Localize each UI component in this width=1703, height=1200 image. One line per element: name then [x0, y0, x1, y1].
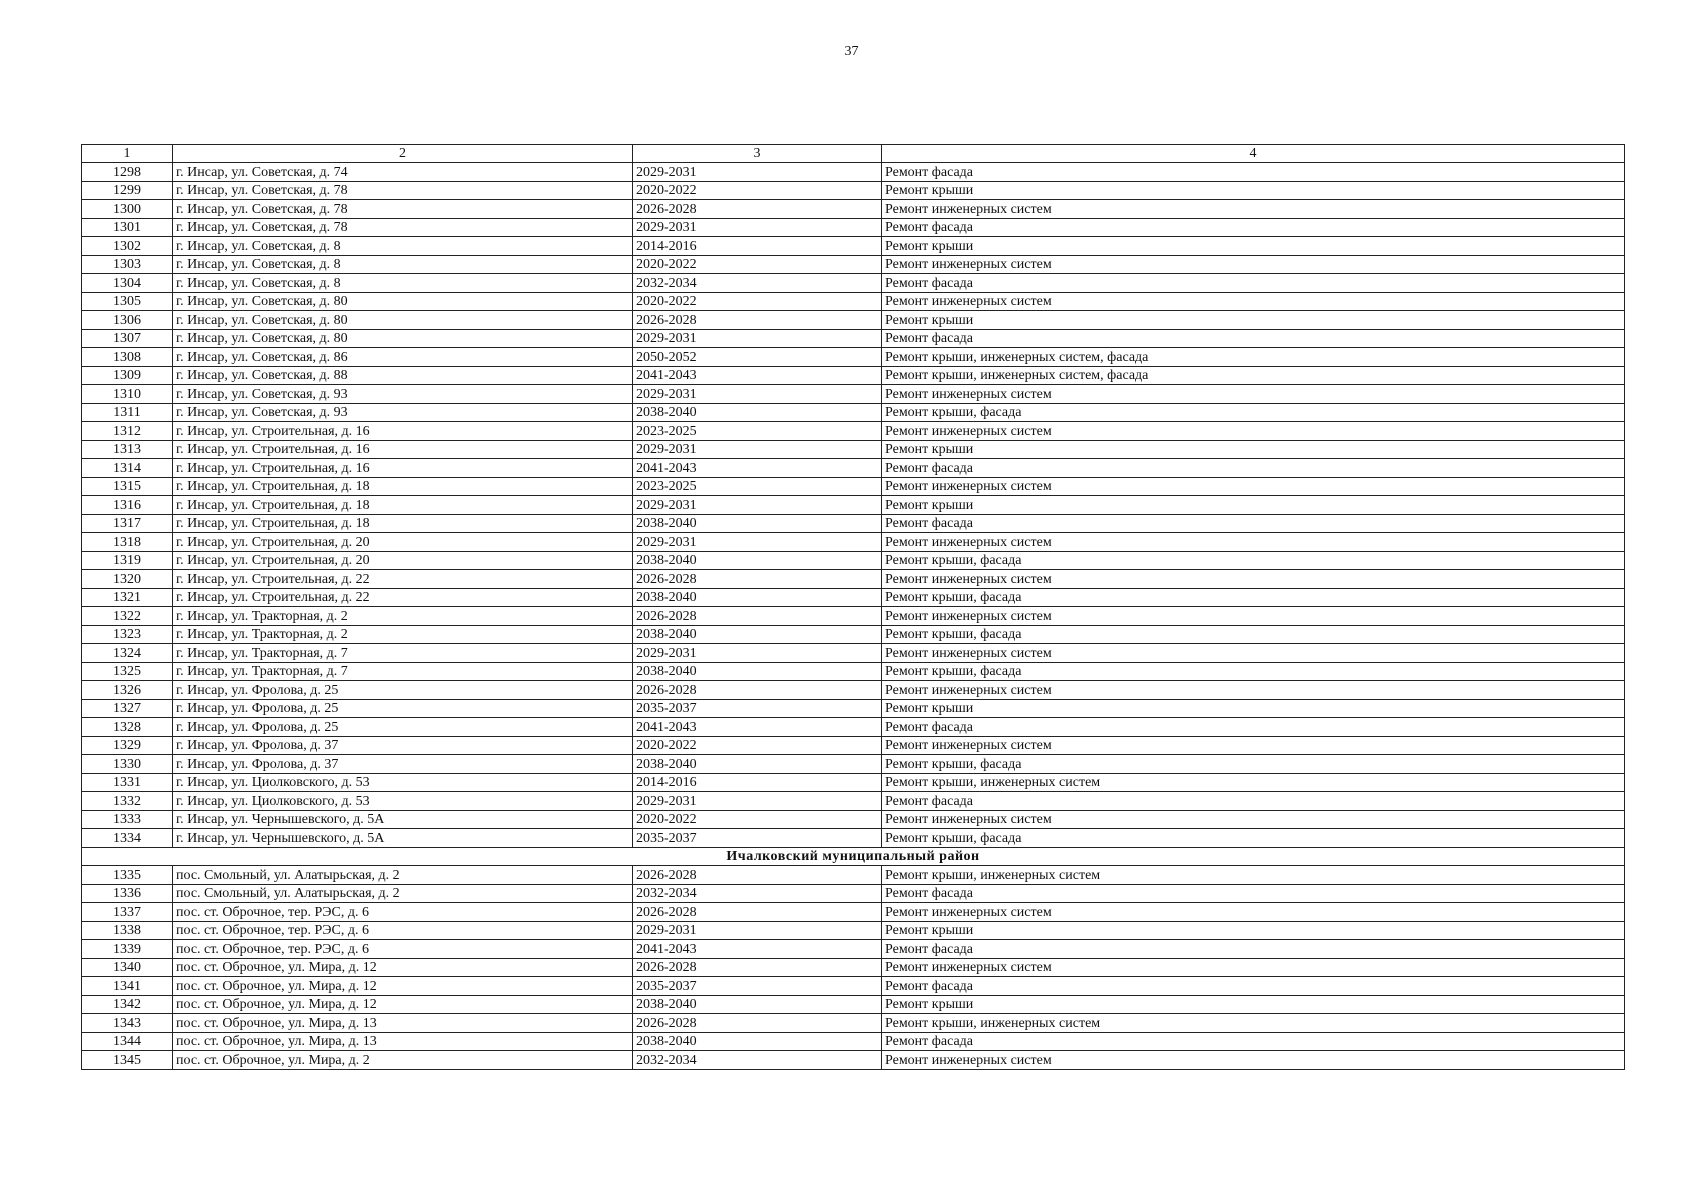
row-number-cell: 1299 — [82, 181, 173, 200]
page-number: 37 — [844, 44, 859, 59]
table-row — [82, 440, 1625, 459]
row-number-cell: 1307 — [82, 329, 173, 348]
table-row — [82, 810, 1625, 829]
work-type-cell: Ремонт фасада — [882, 218, 1625, 237]
table-row — [82, 496, 1625, 515]
address-cell: г. Инсар, ул. Строительная, д. 20 — [173, 533, 633, 552]
work-type-cell: Ремонт инженерных систем — [882, 570, 1625, 589]
address-cell: пос. ст. Оброчное, ул. Мира, д. 12 — [173, 977, 633, 996]
work-type-cell: Ремонт фасада — [882, 514, 1625, 533]
work-type-cell: Ремонт фасада — [882, 940, 1625, 959]
period-cell: 2026-2028 — [633, 607, 882, 626]
address-cell: г. Инсар, ул. Строительная, д. 16 — [173, 440, 633, 459]
table-row — [82, 755, 1625, 774]
row-number-cell: 1305 — [82, 292, 173, 311]
table-row — [82, 237, 1625, 256]
column-number-1: 1 — [82, 145, 173, 163]
address-cell: г. Инсар, ул. Строительная, д. 22 — [173, 588, 633, 607]
work-type-cell: Ремонт инженерных систем — [882, 255, 1625, 274]
table-row — [82, 459, 1625, 478]
table-row — [82, 292, 1625, 311]
work-type-cell: Ремонт крыши — [882, 921, 1625, 940]
address-cell: г. Инсар, ул. Советская, д. 78 — [173, 218, 633, 237]
address-cell: г. Инсар, ул. Советская, д. 8 — [173, 255, 633, 274]
work-type-cell: Ремонт инженерных систем — [882, 810, 1625, 829]
address-cell: г. Инсар, ул. Советская, д. 86 — [173, 348, 633, 367]
address-cell: г. Инсар, ул. Советская, д. 78 — [173, 181, 633, 200]
row-number-cell: 1302 — [82, 237, 173, 256]
table-row — [82, 921, 1625, 940]
table-row — [82, 940, 1625, 959]
period-cell: 2029-2031 — [633, 496, 882, 515]
table-row — [82, 699, 1625, 718]
row-number-cell: 1341 — [82, 977, 173, 996]
row-number-cell: 1329 — [82, 736, 173, 755]
period-cell: 2035-2037 — [633, 699, 882, 718]
table-row — [82, 662, 1625, 681]
address-cell: пос. Смольный, ул. Алатырьская, д. 2 — [173, 866, 633, 885]
period-cell: 2014-2016 — [633, 773, 882, 792]
address-cell: г. Инсар, ул. Фролова, д. 37 — [173, 736, 633, 755]
row-number-cell: 1320 — [82, 570, 173, 589]
row-number-cell: 1333 — [82, 810, 173, 829]
work-type-cell: Ремонт крыши, фасада — [882, 551, 1625, 570]
address-cell: г. Инсар, ул. Циолковского, д. 53 — [173, 773, 633, 792]
address-cell: г. Инсар, ул. Чернышевского, д. 5А — [173, 810, 633, 829]
address-cell: г. Инсар, ул. Советская, д. 80 — [173, 329, 633, 348]
row-number-cell: 1313 — [82, 440, 173, 459]
address-cell: г. Инсар, ул. Советская, д. 8 — [173, 237, 633, 256]
address-cell: г. Инсар, ул. Советская, д. 80 — [173, 292, 633, 311]
period-cell: 2014-2016 — [633, 237, 882, 256]
table-row — [82, 1014, 1625, 1033]
address-cell: пос. ст. Оброчное, ул. Мира, д. 13 — [173, 1014, 633, 1033]
address-cell: пос. ст. Оброчное, ул. Мира, д. 2 — [173, 1051, 633, 1070]
row-number-cell: 1339 — [82, 940, 173, 959]
column-number-2: 2 — [173, 145, 633, 163]
row-number-cell: 1332 — [82, 792, 173, 811]
address-cell: г. Инсар, ул. Фролова, д. 37 — [173, 755, 633, 774]
row-number-cell: 1330 — [82, 755, 173, 774]
work-type-cell: Ремонт инженерных систем — [882, 292, 1625, 311]
address-cell: г. Инсар, ул. Строительная, д. 18 — [173, 514, 633, 533]
table-row — [82, 477, 1625, 496]
table-row — [82, 773, 1625, 792]
table-row — [82, 1032, 1625, 1051]
table-row — [82, 866, 1625, 885]
row-number-cell: 1338 — [82, 921, 173, 940]
work-type-cell: Ремонт инженерных систем — [882, 736, 1625, 755]
work-type-cell: Ремонт крыши — [882, 181, 1625, 200]
work-type-cell: Ремонт крыши, фасада — [882, 588, 1625, 607]
column-number-4: 4 — [882, 145, 1625, 163]
work-type-cell: Ремонт инженерных систем — [882, 681, 1625, 700]
work-type-cell: Ремонт крыши — [882, 496, 1625, 515]
address-cell: г. Инсар, ул. Тракторная, д. 2 — [173, 607, 633, 626]
work-type-cell: Ремонт крыши, фасада — [882, 829, 1625, 848]
address-cell: пос. ст. Оброчное, ул. Мира, д. 12 — [173, 995, 633, 1014]
table-row — [82, 884, 1625, 903]
period-cell: 2038-2040 — [633, 625, 882, 644]
address-cell: пос. ст. Оброчное, ул. Мира, д. 12 — [173, 958, 633, 977]
row-number-cell: 1310 — [82, 385, 173, 404]
table-row — [82, 625, 1625, 644]
table-row — [82, 792, 1625, 811]
work-type-cell: Ремонт крыши, инженерных систем — [882, 866, 1625, 885]
work-type-cell: Ремонт фасада — [882, 718, 1625, 737]
period-cell: 2041-2043 — [633, 459, 882, 478]
period-cell: 2032-2034 — [633, 274, 882, 293]
address-cell: г. Инсар, ул. Тракторная, д. 7 — [173, 644, 633, 663]
address-cell: г. Инсар, ул. Советская, д. 93 — [173, 385, 633, 404]
table-row — [82, 958, 1625, 977]
work-type-cell: Ремонт инженерных систем — [882, 385, 1625, 404]
work-type-cell: Ремонт фасада — [882, 792, 1625, 811]
row-number-cell: 1336 — [82, 884, 173, 903]
table-row — [82, 385, 1625, 404]
address-cell: пос. ст. Оброчное, тер. РЭС, д. 6 — [173, 940, 633, 959]
work-type-cell: Ремонт фасада — [882, 163, 1625, 182]
address-cell: г. Инсар, ул. Советская, д. 78 — [173, 200, 633, 219]
address-cell: г. Инсар, ул. Советская, д. 80 — [173, 311, 633, 330]
table-row — [82, 181, 1625, 200]
table-row — [82, 607, 1625, 626]
row-number-cell: 1326 — [82, 681, 173, 700]
row-number-cell: 1334 — [82, 829, 173, 848]
period-cell: 2029-2031 — [633, 329, 882, 348]
column-number-row — [82, 145, 1625, 163]
row-number-cell: 1328 — [82, 718, 173, 737]
address-cell: г. Инсар, ул. Фролова, д. 25 — [173, 699, 633, 718]
address-cell: пос. ст. Оброчное, тер. РЭС, д. 6 — [173, 921, 633, 940]
work-type-cell: Ремонт крыши, инженерных систем, фасада — [882, 366, 1625, 385]
work-type-cell: Ремонт крыши — [882, 699, 1625, 718]
row-number-cell: 1312 — [82, 422, 173, 441]
period-cell: 2026-2028 — [633, 681, 882, 700]
table-row — [82, 588, 1625, 607]
column-number-3: 3 — [633, 145, 882, 163]
row-number-cell: 1315 — [82, 477, 173, 496]
table-row — [82, 329, 1625, 348]
row-number-cell: 1343 — [82, 1014, 173, 1033]
row-number-cell: 1327 — [82, 699, 173, 718]
address-cell: г. Инсар, ул. Тракторная, д. 7 — [173, 662, 633, 681]
period-cell: 2020-2022 — [633, 181, 882, 200]
address-cell: г. Инсар, ул. Строительная, д. 18 — [173, 477, 633, 496]
table-row — [82, 718, 1625, 737]
row-number-cell: 1321 — [82, 588, 173, 607]
table-row — [82, 348, 1625, 367]
row-number-cell: 1311 — [82, 403, 173, 422]
row-number-cell: 1316 — [82, 496, 173, 515]
period-cell: 2023-2025 — [633, 477, 882, 496]
period-cell: 2038-2040 — [633, 403, 882, 422]
period-cell: 2026-2028 — [633, 903, 882, 922]
work-type-cell: Ремонт фасада — [882, 1032, 1625, 1051]
period-cell: 2026-2028 — [633, 1014, 882, 1033]
capital-repair-table — [81, 144, 1625, 1070]
row-number-cell: 1324 — [82, 644, 173, 663]
row-number-cell: 1314 — [82, 459, 173, 478]
row-number-cell: 1345 — [82, 1051, 173, 1070]
address-cell: пос. ст. Оброчное, тер. РЭС, д. 6 — [173, 903, 633, 922]
table-row — [82, 274, 1625, 293]
period-cell: 2029-2031 — [633, 385, 882, 404]
period-cell: 2038-2040 — [633, 662, 882, 681]
period-cell: 2032-2034 — [633, 884, 882, 903]
table-row — [82, 903, 1625, 922]
work-type-cell: Ремонт инженерных систем — [882, 958, 1625, 977]
address-cell: г. Инсар, ул. Строительная, д. 16 — [173, 459, 633, 478]
address-cell: г. Инсар, ул. Советская, д. 88 — [173, 366, 633, 385]
table-row — [82, 644, 1625, 663]
table-row — [82, 311, 1625, 330]
work-type-cell: Ремонт фасада — [882, 274, 1625, 293]
table-row — [82, 977, 1625, 996]
row-number-cell: 1304 — [82, 274, 173, 293]
row-number-cell: 1309 — [82, 366, 173, 385]
work-type-cell: Ремонт крыши, фасада — [882, 625, 1625, 644]
work-type-cell: Ремонт крыши, фасада — [882, 755, 1625, 774]
section-row — [82, 847, 1625, 866]
table-row — [82, 403, 1625, 422]
period-cell: 2032-2034 — [633, 1051, 882, 1070]
table-row — [82, 681, 1625, 700]
row-number-cell: 1323 — [82, 625, 173, 644]
period-cell: 2041-2043 — [633, 940, 882, 959]
work-type-cell: Ремонт инженерных систем — [882, 533, 1625, 552]
period-cell: 2050-2052 — [633, 348, 882, 367]
table-row — [82, 736, 1625, 755]
row-number-cell: 1317 — [82, 514, 173, 533]
table-row — [82, 533, 1625, 552]
address-cell: г. Инсар, ул. Советская, д. 93 — [173, 403, 633, 422]
row-number-cell: 1300 — [82, 200, 173, 219]
table-row — [82, 255, 1625, 274]
period-cell: 2026-2028 — [633, 866, 882, 885]
period-cell: 2035-2037 — [633, 829, 882, 848]
address-cell: г. Инсар, ул. Строительная, д. 22 — [173, 570, 633, 589]
address-cell: пос. Смольный, ул. Алатырьская, д. 2 — [173, 884, 633, 903]
table-row — [82, 163, 1625, 182]
period-cell: 2020-2022 — [633, 736, 882, 755]
work-type-cell: Ремонт крыши — [882, 311, 1625, 330]
period-cell: 2038-2040 — [633, 514, 882, 533]
period-cell: 2029-2031 — [633, 533, 882, 552]
work-type-cell: Ремонт крыши — [882, 440, 1625, 459]
period-cell: 2035-2037 — [633, 977, 882, 996]
row-number-cell: 1342 — [82, 995, 173, 1014]
period-cell: 2038-2040 — [633, 755, 882, 774]
table-row — [82, 218, 1625, 237]
period-cell: 2038-2040 — [633, 588, 882, 607]
work-type-cell: Ремонт инженерных систем — [882, 644, 1625, 663]
work-type-cell: Ремонт крыши, фасада — [882, 403, 1625, 422]
table-row — [82, 514, 1625, 533]
table-row — [82, 200, 1625, 219]
address-cell: г. Инсар, ул. Советская, д. 8 — [173, 274, 633, 293]
work-type-cell: Ремонт фасада — [882, 884, 1625, 903]
address-cell: г. Инсар, ул. Чернышевского, д. 5А — [173, 829, 633, 848]
table-row — [82, 1051, 1625, 1070]
address-cell: г. Инсар, ул. Фролова, д. 25 — [173, 718, 633, 737]
period-cell: 2020-2022 — [633, 292, 882, 311]
work-type-cell: Ремонт инженерных систем — [882, 903, 1625, 922]
row-number-cell: 1308 — [82, 348, 173, 367]
table-row — [82, 995, 1625, 1014]
row-number-cell: 1322 — [82, 607, 173, 626]
period-cell: 2038-2040 — [633, 1032, 882, 1051]
work-type-cell: Ремонт крыши, инженерных систем — [882, 773, 1625, 792]
address-cell: г. Инсар, ул. Тракторная, д. 2 — [173, 625, 633, 644]
period-cell: 2020-2022 — [633, 255, 882, 274]
period-cell: 2026-2028 — [633, 570, 882, 589]
period-cell: 2029-2031 — [633, 644, 882, 663]
work-type-cell: Ремонт крыши — [882, 995, 1625, 1014]
period-cell: 2029-2031 — [633, 218, 882, 237]
row-number-cell: 1340 — [82, 958, 173, 977]
address-cell: пос. ст. Оброчное, ул. Мира, д. 13 — [173, 1032, 633, 1051]
work-type-cell: Ремонт инженерных систем — [882, 200, 1625, 219]
table-row — [82, 570, 1625, 589]
period-cell: 2020-2022 — [633, 810, 882, 829]
period-cell: 2041-2043 — [633, 718, 882, 737]
work-type-cell: Ремонт инженерных систем — [882, 607, 1625, 626]
work-type-cell: Ремонт инженерных систем — [882, 422, 1625, 441]
row-number-cell: 1298 — [82, 163, 173, 182]
address-cell: г. Инсар, ул. Циолковского, д. 53 — [173, 792, 633, 811]
row-number-cell: 1331 — [82, 773, 173, 792]
address-cell: г. Инсар, ул. Строительная, д. 20 — [173, 551, 633, 570]
row-number-cell: 1301 — [82, 218, 173, 237]
work-type-cell: Ремонт крыши, инженерных систем — [882, 1014, 1625, 1033]
row-number-cell: 1306 — [82, 311, 173, 330]
section-title: Ичалковский муниципальный район — [82, 847, 1625, 866]
work-type-cell: Ремонт крыши, инженерных систем, фасада — [882, 348, 1625, 367]
address-cell: г. Инсар, ул. Фролова, д. 25 — [173, 681, 633, 700]
address-cell: г. Инсар, ул. Советская, д. 74 — [173, 163, 633, 182]
row-number-cell: 1303 — [82, 255, 173, 274]
table-row — [82, 829, 1625, 848]
work-type-cell: Ремонт крыши, фасада — [882, 662, 1625, 681]
table-row — [82, 551, 1625, 570]
row-number-cell: 1325 — [82, 662, 173, 681]
period-cell: 2029-2031 — [633, 921, 882, 940]
work-type-cell: Ремонт фасада — [882, 459, 1625, 478]
table-row — [82, 366, 1625, 385]
work-type-cell: Ремонт фасада — [882, 977, 1625, 996]
row-number-cell: 1319 — [82, 551, 173, 570]
period-cell: 2038-2040 — [633, 995, 882, 1014]
work-type-cell: Ремонт фасада — [882, 329, 1625, 348]
work-type-cell: Ремонт инженерных систем — [882, 477, 1625, 496]
period-cell: 2029-2031 — [633, 440, 882, 459]
work-type-cell: Ремонт инженерных систем — [882, 1051, 1625, 1070]
table-body — [82, 145, 1625, 1070]
row-number-cell: 1344 — [82, 1032, 173, 1051]
address-cell: г. Инсар, ул. Строительная, д. 16 — [173, 422, 633, 441]
period-cell: 2026-2028 — [633, 311, 882, 330]
period-cell: 2029-2031 — [633, 792, 882, 811]
row-number-cell: 1337 — [82, 903, 173, 922]
period-cell: 2041-2043 — [633, 366, 882, 385]
period-cell: 2023-2025 — [633, 422, 882, 441]
work-type-cell: Ремонт крыши — [882, 237, 1625, 256]
row-number-cell: 1335 — [82, 866, 173, 885]
period-cell: 2038-2040 — [633, 551, 882, 570]
row-number-cell: 1318 — [82, 533, 173, 552]
period-cell: 2026-2028 — [633, 200, 882, 219]
period-cell: 2026-2028 — [633, 958, 882, 977]
table-row — [82, 422, 1625, 441]
address-cell: г. Инсар, ул. Строительная, д. 18 — [173, 496, 633, 515]
period-cell: 2029-2031 — [633, 163, 882, 182]
